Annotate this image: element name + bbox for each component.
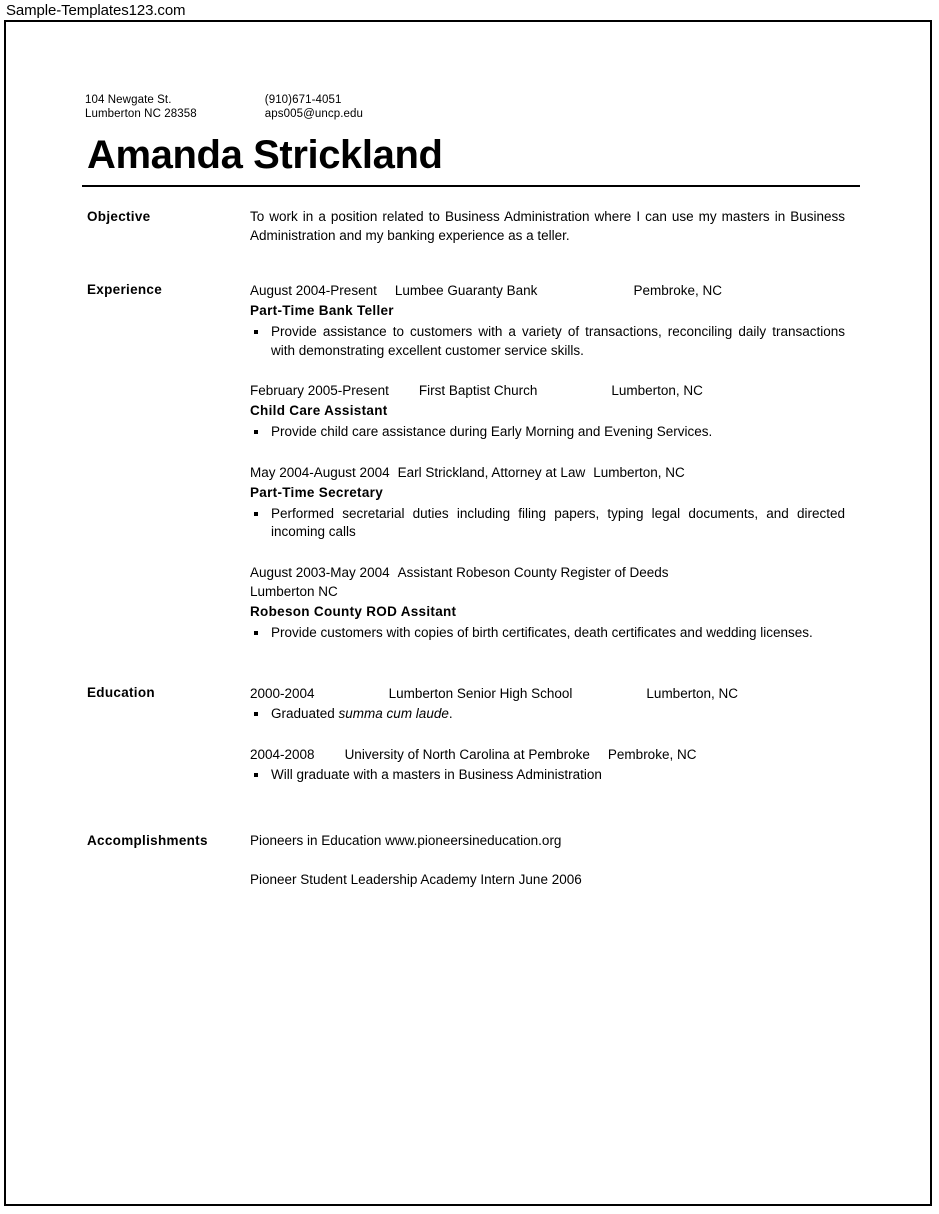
experience-entry	[250, 563, 845, 643]
experience-location: Lumberton, NC	[611, 383, 703, 398]
section-content-education	[250, 684, 845, 784]
resume-body	[6, 208, 930, 889]
experience-location-line: Lumberton NC	[250, 583, 338, 599]
experience-bullet: Provide assistance to customers with a variety of transactions, reconciling daily transactions with demonstrating excellent customer service skills.	[250, 323, 845, 360]
section-content-accomplishments	[250, 832, 845, 889]
accomplishment-line: Pioneer Student Leadership Academy Intern June 2006	[250, 871, 582, 887]
contact-block	[85, 94, 363, 121]
education-bullet-list	[250, 705, 845, 724]
experience-entry-header	[250, 381, 845, 400]
experience-bullet-list	[250, 624, 845, 643]
experience-bullet-list	[250, 323, 845, 360]
experience-entry-header	[250, 463, 845, 482]
experience-entry	[250, 281, 845, 360]
education-school: Lumberton Senior High School	[388, 686, 573, 701]
email-address: aps005@uncp.edu	[264, 107, 363, 120]
education-school: University of North Carolina at Pembroke	[344, 746, 590, 762]
experience-bullet: Performed secretarial duties including filing papers, typing legal documents, and directed incoming calls	[250, 505, 845, 542]
header-divider	[82, 185, 860, 187]
site-watermark: Sample-Templates123.com	[6, 2, 186, 19]
experience-date: August 2003-May 2004	[250, 564, 390, 580]
experience-entry	[250, 381, 845, 442]
experience-entry	[250, 463, 845, 542]
experience-date: May 2004-August 2004	[250, 464, 390, 480]
experience-date: August 2004-Present	[250, 283, 377, 298]
experience-bullet-list	[250, 423, 845, 442]
education-entry-header	[250, 745, 845, 764]
experience-date: February 2005-Present	[250, 383, 389, 398]
education-bullet-italic: summa cum laude	[338, 706, 449, 721]
contact-address	[85, 94, 197, 121]
resume-page-inner	[6, 22, 930, 1204]
education-date: 2000-2004	[250, 686, 315, 701]
education-entry	[250, 684, 845, 724]
education-location: Lumberton, NC	[646, 686, 738, 701]
section-content-objective	[250, 208, 845, 245]
experience-location: Lumberton, NC	[593, 464, 685, 480]
section-label-education: Education	[87, 685, 155, 700]
education-entry	[250, 745, 845, 785]
contact-phone-email	[265, 94, 363, 121]
resume-page	[4, 20, 932, 1206]
section-content-experience	[250, 281, 845, 642]
education-bullet-suffix: .	[448, 706, 453, 721]
accomplishment-line: Pioneers in Education www.pioneersineducation.org	[250, 833, 562, 848]
address-line-2: Lumberton NC 28358	[85, 107, 197, 120]
candidate-name: Amanda Strickland	[87, 133, 443, 177]
education-bullet: Will graduate with a masters in Business Administration	[250, 766, 845, 785]
section-education	[6, 684, 930, 784]
section-label-objective: Objective	[87, 209, 151, 224]
experience-job-title: Part-Time Bank Teller	[250, 303, 394, 318]
education-entry-header	[250, 684, 845, 703]
experience-job-title: Robeson County ROD Assitant	[250, 603, 457, 619]
experience-org: First Baptist Church	[418, 383, 538, 398]
experience-job-title: Child Care Assistant	[250, 403, 388, 418]
phone-number: (910)671-4051	[264, 94, 342, 106]
section-experience	[6, 281, 930, 642]
section-objective	[6, 208, 930, 245]
experience-bullet: Provide customers with copies of birth certificates, death certificates and wedding licenses.	[250, 624, 845, 643]
objective-text: To work in a position related to Business Administration where I can use my masters in Business Administration and my banking experience as a teller.	[250, 209, 845, 243]
experience-org: Lumbee Guaranty Bank	[394, 283, 538, 298]
experience-bullet: Provide child care assistance during Early Morning and Evening Services.	[250, 423, 845, 442]
experience-entry-header	[250, 563, 845, 582]
experience-entry-header	[250, 281, 845, 300]
experience-location: Pembroke, NC	[633, 283, 722, 298]
experience-job-title: Part-Time Secretary	[250, 484, 384, 500]
education-bullet-list	[250, 766, 845, 785]
experience-org: Earl Strickland, Attorney at Law	[397, 464, 586, 480]
education-bullet	[250, 705, 845, 724]
experience-bullet-list	[250, 505, 845, 542]
section-accomplishments	[6, 832, 930, 889]
education-date: 2004-2008	[250, 746, 315, 762]
experience-org: Assistant Robeson County Register of Deeds	[397, 564, 669, 580]
section-label-experience: Experience	[87, 282, 163, 297]
section-label-accomplishments: Accomplishments	[87, 833, 208, 848]
education-location: Pembroke, NC	[607, 746, 697, 762]
address-line-1: 104 Newgate St.	[85, 94, 172, 106]
education-bullet-prefix: Graduated	[271, 706, 339, 721]
